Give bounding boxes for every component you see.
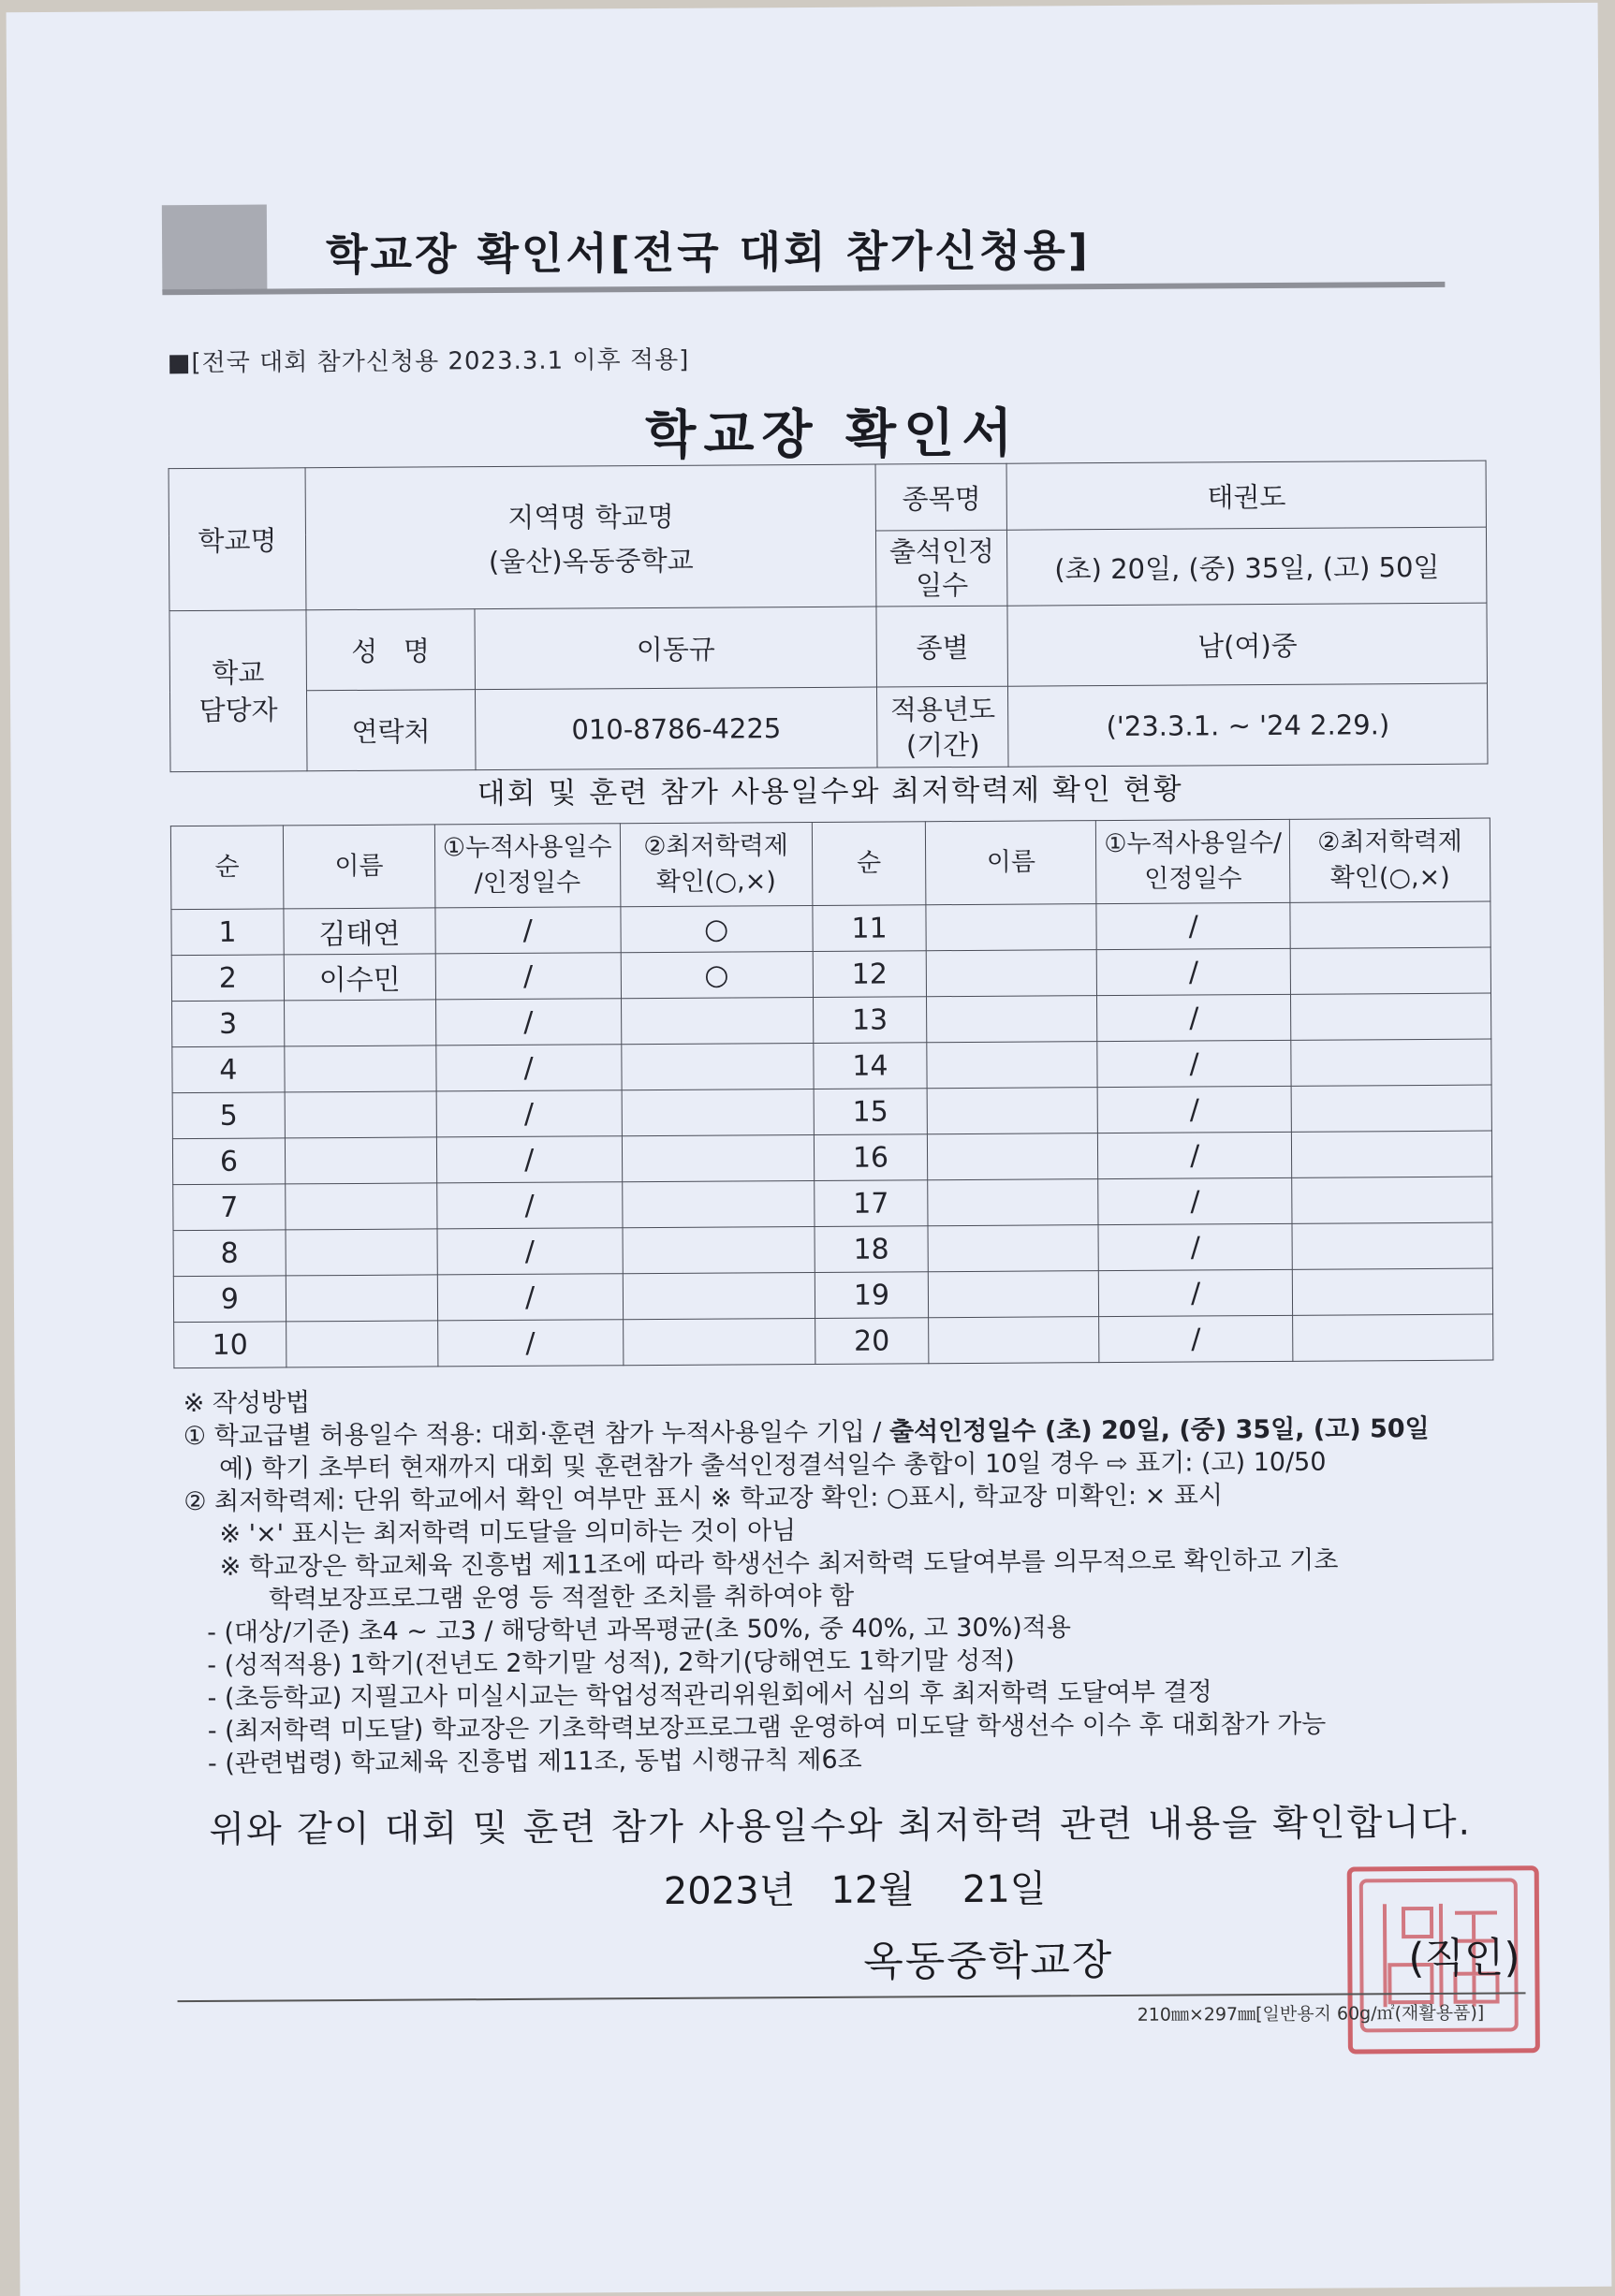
cell-check <box>621 997 813 1044</box>
cell-name: 이수민 <box>284 954 435 1001</box>
table-row <box>171 901 1490 956</box>
cell-name <box>286 1321 438 1367</box>
cell-days2: / <box>1098 1132 1292 1178</box>
issue-date: 2023년 12월 21일 <box>663 1867 1047 1913</box>
notes-line-3: ② 최저학력제: 단위 학교에서 확인 여부만 표시 ※ 학교장 확인: ○표시, 학교장 미확인: × 표시 <box>184 1481 1224 1517</box>
col-check: ②최저학력제 확인(○,×) <box>620 822 812 906</box>
status-header-row <box>170 818 1490 910</box>
attend-label: 출석인정 일수 <box>876 530 1007 607</box>
cell-name <box>286 1229 437 1276</box>
table-row <box>173 1177 1492 1231</box>
notes <box>184 1379 1534 1780</box>
notes-line-10: - (최저학력 미도달) 학교장은 기초학력보장프로그램 운영하여 미도달 학생선수 이수 후 대회참가 가능 <box>207 1709 1327 1746</box>
cell-name2 <box>926 904 1096 951</box>
cell-name <box>284 1000 435 1046</box>
cell-name <box>286 1183 437 1230</box>
cell-name2 <box>927 950 1097 997</box>
cell-days2: / <box>1099 1269 1293 1316</box>
cell-no: 3 <box>172 1001 285 1047</box>
cell-days: / <box>435 999 621 1046</box>
cell-name <box>286 1275 437 1322</box>
cell-check <box>623 1226 815 1273</box>
document-sheet <box>7 3 1612 2296</box>
school-sub: 지역명 학교명 <box>507 500 674 534</box>
name-label: 성 명 <box>306 609 475 691</box>
paper-spec: 210㎜×297㎜[일반용지 60g/㎡(재활용품)] <box>1137 2002 1485 2025</box>
cell-name2 <box>928 1133 1098 1180</box>
cell-name2 <box>929 1271 1099 1318</box>
cell-check <box>622 1089 814 1135</box>
cell-check: ○ <box>621 905 813 952</box>
cell-days2: / <box>1098 1177 1292 1224</box>
seal-label: (직인) <box>1408 1934 1520 1983</box>
notes-line-2: 예) 학기 초부터 현재까지 대회 및 훈련참가 출석인정결석일수 총합이 10일 경우 ⇨ 표기: (고) 10/50 <box>218 1447 1327 1484</box>
table-row <box>174 1314 1493 1368</box>
notes-line-6: 학력보장프로그램 운영 등 적절한 조치를 취하여야 함 <box>268 1581 855 1615</box>
gender-label: 종별 <box>876 606 1007 687</box>
cell-check2 <box>1293 1314 1493 1361</box>
cell-days2: / <box>1099 1315 1293 1362</box>
cell-days2: / <box>1096 948 1290 995</box>
cell-check2 <box>1291 1085 1491 1132</box>
period-label: 적용년도 (기간) <box>877 686 1008 768</box>
notes-heading: ※ 작성방법 <box>183 1388 311 1419</box>
notes-line-1a: ① 학교급별 허용일수 적용: 대회·훈련 참가 누적사용일수 기입 / <box>183 1417 890 1452</box>
cell-check: ○ <box>621 951 813 998</box>
school-label: 학교명 <box>169 468 306 611</box>
subnote: ■[전국 대회 참가신청용 2023.3.1 이후 적용] <box>167 345 690 378</box>
signer: 옥동중학교장 <box>863 1937 1114 1986</box>
cell-name2 <box>927 996 1097 1043</box>
cell-no: 6 <box>172 1138 285 1185</box>
cell-check2 <box>1290 947 1490 994</box>
table-row <box>172 1039 1491 1093</box>
cell-days2: / <box>1096 902 1290 949</box>
notes-line-9: - (초등학교) 지필고사 미실시교는 학업성적관리위원회에서 심의 후 최저학력 도달여부 결정 <box>207 1677 1212 1713</box>
school-cell <box>305 464 876 610</box>
cell-no: 5 <box>172 1092 285 1139</box>
school-value: (울산)옥동중학교 <box>488 544 694 578</box>
cell-name <box>285 1046 436 1092</box>
cell-no: 7 <box>173 1184 286 1231</box>
cell-no2: 16 <box>814 1134 928 1181</box>
status-table <box>170 818 1494 1369</box>
cell-no: 2 <box>171 955 284 1002</box>
cell-days: / <box>437 1320 623 1367</box>
name-value: 이동규 <box>475 607 877 690</box>
cell-no2: 11 <box>812 905 926 952</box>
cell-no: 10 <box>174 1322 286 1368</box>
cell-days: / <box>437 1182 623 1229</box>
cell-no2: 20 <box>815 1318 929 1365</box>
header-title: 학교장 확인서[전국 대회 참가신청용] <box>325 225 1091 281</box>
status-body <box>171 901 1493 1368</box>
cell-name2 <box>928 1088 1098 1134</box>
status-title: 대회 및 훈련 참가 사용일수와 최저학력제 확인 현황 <box>477 772 1183 812</box>
col-check-right: ②최저학력제 확인(○,×) <box>1289 818 1490 902</box>
cell-days: / <box>436 1090 622 1137</box>
cell-name: 김태연 <box>284 908 435 955</box>
period-value: ('23.3.1. ~ '24 2.29.) <box>1008 683 1488 767</box>
notes-line-1b: 출석인정일수 (초) 20일, (중) 35일, (고) 50일 <box>888 1413 1430 1447</box>
table-row <box>172 1085 1491 1139</box>
header-decoration <box>162 205 268 292</box>
cell-check2 <box>1292 1177 1492 1223</box>
cell-days2: / <box>1098 1223 1292 1270</box>
cell-no: 8 <box>173 1230 286 1277</box>
cell-no2: 13 <box>813 997 927 1044</box>
cell-check2 <box>1292 1222 1492 1269</box>
col-name-right: 이름 <box>926 821 1096 905</box>
main-title: 학교장 확인서 <box>645 402 1020 467</box>
cell-check <box>622 1134 814 1181</box>
cell-no: 4 <box>172 1046 285 1093</box>
cell-no2: 14 <box>813 1043 927 1090</box>
cell-name <box>285 1091 436 1138</box>
cell-no: 9 <box>173 1276 286 1323</box>
cell-no2: 15 <box>814 1089 928 1135</box>
cell-days2: / <box>1097 1040 1291 1087</box>
cell-check <box>623 1272 815 1319</box>
col-days: ①누적사용일수 /인정일수 <box>434 824 620 908</box>
cell-name2 <box>928 1225 1098 1272</box>
col-name: 이름 <box>283 825 434 909</box>
cell-check2 <box>1291 1131 1491 1177</box>
table-row <box>173 1222 1492 1277</box>
notes-line-5: ※ 학교장은 학교체육 진흥법 제11조에 따라 학생선수 최저학력 도달여부를 의무적으로 확인하고 기초 <box>219 1545 1339 1582</box>
notes-line-4: ※ '×' 표시는 최저학력 미도달을 의미하는 것이 아님 <box>219 1516 797 1549</box>
cell-check2 <box>1290 901 1490 948</box>
notes-line-11: - (관련법령) 학교체육 진흥법 제11조, 동법 시행규칙 제6조 <box>207 1745 862 1778</box>
manager-label: 학교 담당자 <box>169 610 307 772</box>
cell-name2 <box>927 1042 1097 1089</box>
header-divider <box>162 282 1445 295</box>
cell-check2 <box>1292 1268 1492 1315</box>
gender-value: 남(여)중 <box>1007 603 1487 686</box>
table-row <box>173 1268 1492 1323</box>
contact-label: 연락처 <box>306 690 475 771</box>
cell-days: / <box>436 1136 622 1183</box>
cell-days2: / <box>1097 1086 1291 1133</box>
notes-line-7: - (대상/기준) 초4 ~ 고3 / 해당학년 과목평균(초 50%, 중 40%, 고 30%)적용 <box>207 1613 1072 1647</box>
info-table <box>169 461 1489 773</box>
cell-days: / <box>437 1228 623 1275</box>
cell-days: / <box>435 953 621 1000</box>
cell-days: / <box>436 1045 622 1091</box>
table-row <box>172 1131 1491 1185</box>
event-value: 태권도 <box>1006 461 1486 530</box>
cell-check <box>623 1318 815 1365</box>
cell-no2: 17 <box>814 1180 928 1227</box>
cell-days: / <box>435 907 621 954</box>
col-no: 순 <box>170 826 283 910</box>
cell-days2: / <box>1097 994 1291 1041</box>
cell-name <box>285 1137 436 1184</box>
cell-name2 <box>929 1317 1099 1364</box>
cell-check <box>622 1180 814 1227</box>
cell-no2: 18 <box>815 1226 929 1273</box>
table-row <box>172 993 1491 1047</box>
notes-line-8: - (성적적용) 1학기(전년도 2학기말 성적), 2학기(당해연도 1학기말 성적) <box>207 1645 1015 1680</box>
cell-check2 <box>1291 1039 1491 1086</box>
cell-no2: 19 <box>815 1272 929 1319</box>
event-label: 종목명 <box>875 463 1006 531</box>
attend-value: (초) 20일, (중) 35일, (고) 50일 <box>1007 527 1487 606</box>
col-days-right: ①누적사용일수/ 인정일수 <box>1096 819 1290 903</box>
cell-no: 1 <box>171 909 284 956</box>
confirm-statement: 위와 같이 대회 및 훈련 참가 사용일수와 최저학력 관련 내용을 확인합니다. <box>209 1801 1473 1851</box>
col-no-right: 순 <box>812 822 926 906</box>
cell-no2: 12 <box>813 951 927 998</box>
cell-check2 <box>1291 993 1491 1040</box>
cell-check <box>621 1043 813 1090</box>
contact-value: 010-8786-4225 <box>475 687 877 770</box>
cell-name2 <box>928 1179 1098 1226</box>
table-row <box>171 947 1490 1002</box>
cell-days: / <box>437 1274 623 1321</box>
